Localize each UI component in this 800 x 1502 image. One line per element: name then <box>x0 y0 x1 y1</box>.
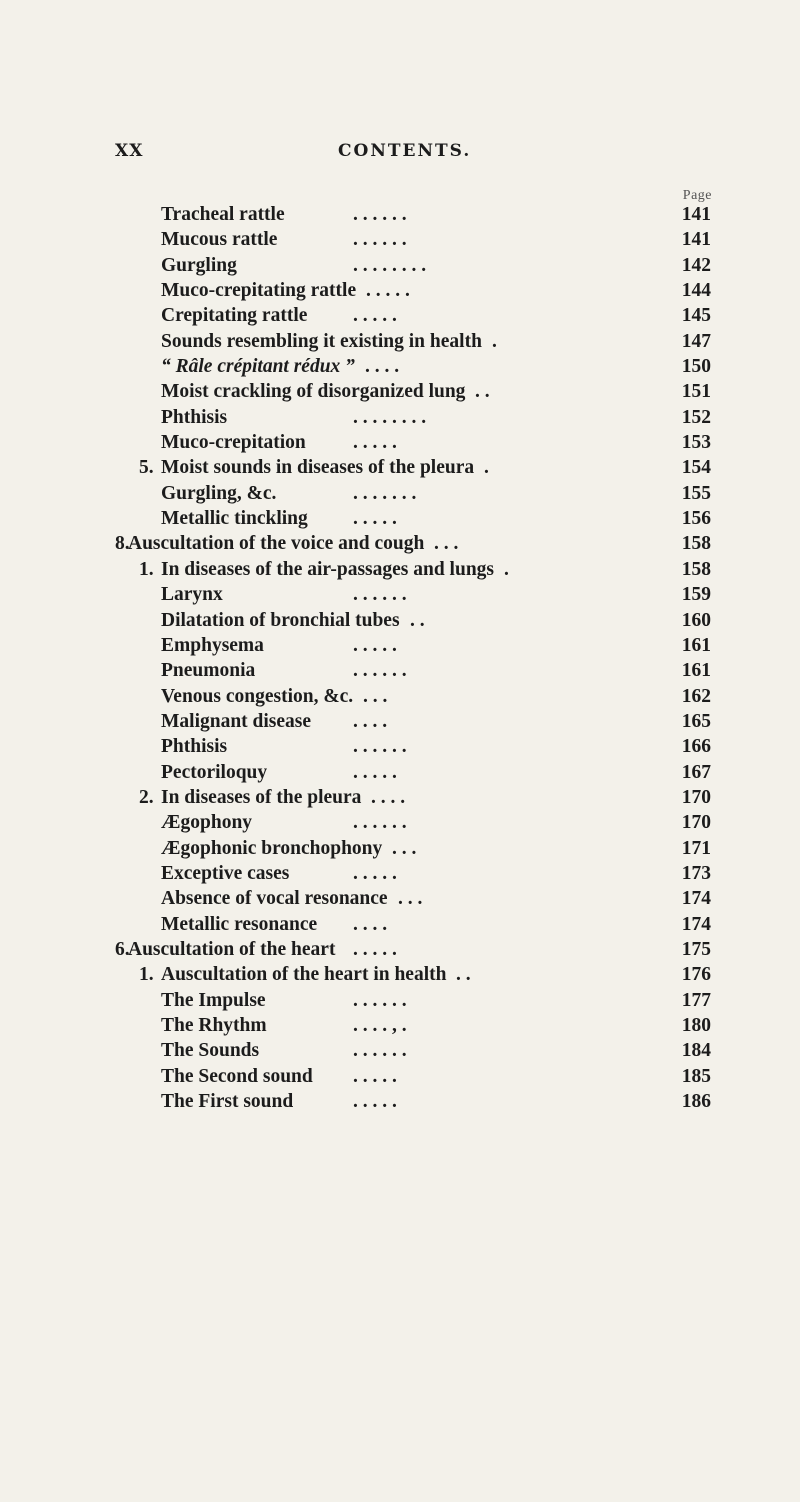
contents-entry <box>0 886 800 911</box>
contents-entry <box>0 455 800 480</box>
contents-entry <box>0 861 800 886</box>
entry-heading <box>161 608 400 633</box>
contents-entry <box>0 253 800 278</box>
entry-page-number: 171 <box>681 837 711 859</box>
contents-entry <box>0 962 800 987</box>
dot-leader: . . . . . . <box>353 204 407 225</box>
dot-leader: . . . . . . <box>353 229 407 251</box>
entry-title: Mucous rattle <box>161 229 278 251</box>
entry-page-number: 177 <box>681 989 711 1011</box>
entry-heading <box>161 658 255 683</box>
entry-page-number: 175 <box>681 938 711 960</box>
entry-heading <box>139 785 361 810</box>
contents-entry <box>0 354 800 379</box>
dot-leader: . . . . <box>365 356 400 378</box>
entry-title: Phthisis <box>161 736 228 758</box>
contents-entry <box>0 557 800 582</box>
contents-entry <box>0 810 800 835</box>
contents-entry <box>0 1064 800 1089</box>
page-title: CONTENTS. <box>338 141 472 161</box>
entry-title: Ægophonic bronchophony <box>161 837 383 859</box>
contents-entry <box>0 912 800 937</box>
entry-heading <box>161 886 388 911</box>
entry-number: 5. <box>139 457 154 479</box>
entry-heading <box>161 506 308 531</box>
contents-entry <box>0 405 800 430</box>
entry-title: Auscultation of the voice and cough <box>128 533 425 555</box>
entry-page-number: 161 <box>681 660 711 682</box>
dot-leader: . . . . . <box>353 1065 397 1087</box>
contents-entry <box>0 582 800 607</box>
entry-page-number: 141 <box>681 204 711 225</box>
entry-title: Auscultation of the heart <box>128 938 336 960</box>
contents-entry <box>0 379 800 404</box>
entry-heading <box>115 937 335 962</box>
entry-heading <box>161 354 355 379</box>
contents-entry <box>0 303 800 328</box>
entry-number: 6. <box>115 938 130 960</box>
entry-heading <box>161 988 266 1013</box>
entry-title: Gurgling <box>161 254 237 276</box>
dot-leader: . . . . . . <box>353 812 407 834</box>
entry-title: Auscultation of the heart in health <box>161 964 447 986</box>
dot-leader: . . . . . . <box>353 736 407 758</box>
entry-page-number: 174 <box>681 888 711 910</box>
entry-page-number: 161 <box>681 634 711 656</box>
entry-heading <box>161 278 356 303</box>
dot-leader: . . . . . . <box>353 989 407 1011</box>
dot-leader: . . . . . . <box>353 660 407 682</box>
entry-page-number: 154 <box>681 457 711 479</box>
entry-title: Dilatation of bronchial tubes <box>161 609 400 631</box>
entry-page-number: 167 <box>681 761 711 783</box>
entry-title: Ægophony <box>161 812 253 834</box>
entry-title: Muco-crepitating rattle <box>161 280 357 302</box>
dot-leader: . . . <box>398 888 423 910</box>
entry-page-number: 184 <box>681 1040 711 1062</box>
dot-leader: . . . . . <box>366 280 410 302</box>
dot-leader: . . . . . <box>353 761 397 783</box>
entry-title: Venous congestion, &c. <box>161 685 354 707</box>
dot-leader: . . <box>475 381 490 403</box>
entry-title: In diseases of the pleura <box>161 786 362 808</box>
entry-page-number: 155 <box>681 482 711 504</box>
contents-entry <box>0 506 800 531</box>
contents-entry <box>0 202 800 227</box>
entry-title: Emphysema <box>161 634 264 656</box>
contents-entry <box>0 329 800 354</box>
dot-leader: . . . . . <box>353 938 397 960</box>
entry-page-number: 160 <box>681 609 711 631</box>
dot-leader: . . . . . . . . <box>353 406 427 428</box>
entry-title: Crepitating rattle <box>161 305 308 327</box>
entry-title: The Second sound <box>161 1065 313 1087</box>
entry-page-number: 142 <box>681 254 711 276</box>
entry-page-number: 186 <box>681 1091 711 1113</box>
entry-page-number: 158 <box>681 533 711 555</box>
contents-entry <box>0 481 800 506</box>
contents-entry <box>0 1038 800 1063</box>
entry-heading <box>161 202 285 227</box>
entry-title: The Impulse <box>161 989 266 1011</box>
entry-page-number: 180 <box>681 1015 711 1036</box>
contents-entry <box>0 734 800 759</box>
entry-heading <box>161 810 252 835</box>
entry-page-number: 185 <box>681 1065 711 1087</box>
entry-heading <box>139 557 494 582</box>
entry-title: Muco-crepitation <box>161 432 306 454</box>
dot-leader: . . . <box>434 533 459 555</box>
entry-title: Absence of vocal resonance <box>161 888 388 910</box>
entry-title: Moist crackling of disorganized lung <box>161 381 466 403</box>
dot-leader: . . . . . <box>353 862 397 884</box>
entry-title: Metallic tinckling <box>161 508 308 530</box>
entry-heading <box>161 329 482 354</box>
entry-heading <box>161 633 264 658</box>
page-folio: XX <box>115 141 144 161</box>
entry-title: “ Râle crépitant rédux ” <box>161 356 355 378</box>
dot-leader: . <box>492 330 497 352</box>
entry-title: Gurgling, &c. <box>161 482 277 504</box>
entry-heading <box>161 1064 313 1089</box>
entry-title: Tracheal rattle <box>161 204 285 225</box>
dot-leader: . . . . . . . <box>353 482 417 504</box>
entry-heading <box>161 1013 267 1038</box>
entry-heading <box>161 734 227 759</box>
dot-leader: . . <box>456 964 471 986</box>
dot-leader: . . . . . . <box>353 1040 407 1062</box>
dot-leader: . . . . . <box>353 1091 397 1113</box>
entry-title: The Rhythm <box>161 1015 267 1036</box>
contents-entry <box>0 684 800 709</box>
entry-page-number: 141 <box>681 229 711 251</box>
contents-entry <box>0 278 800 303</box>
entry-heading <box>139 962 446 987</box>
entry-title: Larynx <box>161 584 223 606</box>
contents-entry <box>0 1089 800 1114</box>
entry-title: Metallic resonance <box>161 913 318 935</box>
entry-heading <box>161 582 223 607</box>
contents-entry <box>0 709 800 734</box>
dot-leader: . . . . . <box>353 634 397 656</box>
entry-title: Pneumonia <box>161 660 256 682</box>
contents-entry <box>0 430 800 455</box>
entry-heading <box>161 303 307 328</box>
entry-page-number: 153 <box>681 432 711 454</box>
dot-leader: . . <box>410 609 425 631</box>
entry-heading <box>115 531 424 556</box>
entry-title: Sounds resembling it existing in health <box>161 330 482 352</box>
entry-heading <box>161 1089 293 1114</box>
dot-leader: . . . . . <box>353 508 397 530</box>
contents-list <box>0 202 800 1114</box>
entry-page-number: 166 <box>681 736 711 758</box>
dot-leader: . . . . . <box>353 432 397 454</box>
entry-page-number: 151 <box>681 381 711 403</box>
entry-page-number: 170 <box>681 786 711 808</box>
contents-entry <box>0 531 800 556</box>
entry-number: 1. <box>139 558 154 580</box>
dot-leader: . . . . , . <box>353 1015 407 1036</box>
dot-leader: . . . . <box>353 913 388 935</box>
contents-entry <box>0 1013 800 1038</box>
contents-entry <box>0 227 800 252</box>
contents-entry <box>0 658 800 683</box>
contents-entry <box>0 937 800 962</box>
entry-heading <box>161 405 227 430</box>
contents-entry <box>0 608 800 633</box>
dot-leader: . . . . . . . . <box>353 254 427 276</box>
entry-heading <box>161 861 289 886</box>
entry-heading <box>161 912 317 937</box>
contents-entry <box>0 760 800 785</box>
entry-heading <box>161 379 465 404</box>
entry-page-number: 156 <box>681 508 711 530</box>
dot-leader: . . . <box>392 837 417 859</box>
dot-leader: . . . . . . <box>353 584 407 606</box>
page-column-label: Page <box>682 188 712 203</box>
dot-leader: . . . <box>363 685 388 707</box>
entry-page-number: 165 <box>681 710 711 732</box>
entry-heading <box>161 253 237 278</box>
dot-leader: . <box>504 558 509 580</box>
entry-title: The Sounds <box>161 1040 260 1062</box>
entry-title: The First sound <box>161 1091 294 1113</box>
entry-heading <box>139 455 474 480</box>
entry-title: In diseases of the air-passages and lungs <box>161 558 495 580</box>
entry-number: 2. <box>139 786 154 808</box>
contents-entry <box>0 633 800 658</box>
entry-page-number: 176 <box>681 964 711 986</box>
entry-heading <box>161 836 382 861</box>
entry-page-number: 147 <box>681 330 711 352</box>
entry-title: Pectoriloquy <box>161 761 268 783</box>
entry-number: 8. <box>115 533 130 555</box>
entry-page-number: 174 <box>681 913 711 935</box>
dot-leader: . . . . . <box>353 305 397 327</box>
dot-leader: . . . . <box>371 786 406 808</box>
dot-leader: . . . . <box>353 710 388 732</box>
entry-title: Phthisis <box>161 406 228 428</box>
entry-page-number: 158 <box>681 558 711 580</box>
entry-page-number: 144 <box>681 280 711 302</box>
entry-heading <box>161 481 276 506</box>
entry-page-number: 173 <box>681 862 711 884</box>
entry-page-number: 145 <box>681 305 711 327</box>
entry-title: Malignant disease <box>161 710 312 732</box>
entry-page-number: 152 <box>681 406 711 428</box>
entry-heading <box>161 684 353 709</box>
entry-title: Exceptive cases <box>161 862 290 884</box>
entry-page-number: 159 <box>681 584 711 606</box>
running-head <box>0 141 800 165</box>
entry-heading <box>161 709 311 734</box>
dot-leader: . <box>484 457 489 479</box>
contents-entry <box>0 988 800 1013</box>
contents-entry <box>0 785 800 810</box>
contents-entry <box>0 836 800 861</box>
entry-heading <box>161 430 306 455</box>
entry-title: Moist sounds in diseases of the pleura <box>161 457 475 479</box>
entry-heading <box>161 1038 259 1063</box>
entry-page-number: 150 <box>681 356 711 378</box>
entry-number: 1. <box>139 964 154 986</box>
entry-heading <box>161 760 267 785</box>
entry-page-number: 170 <box>681 812 711 834</box>
entry-heading <box>161 227 277 252</box>
entry-page-number: 162 <box>681 685 711 707</box>
